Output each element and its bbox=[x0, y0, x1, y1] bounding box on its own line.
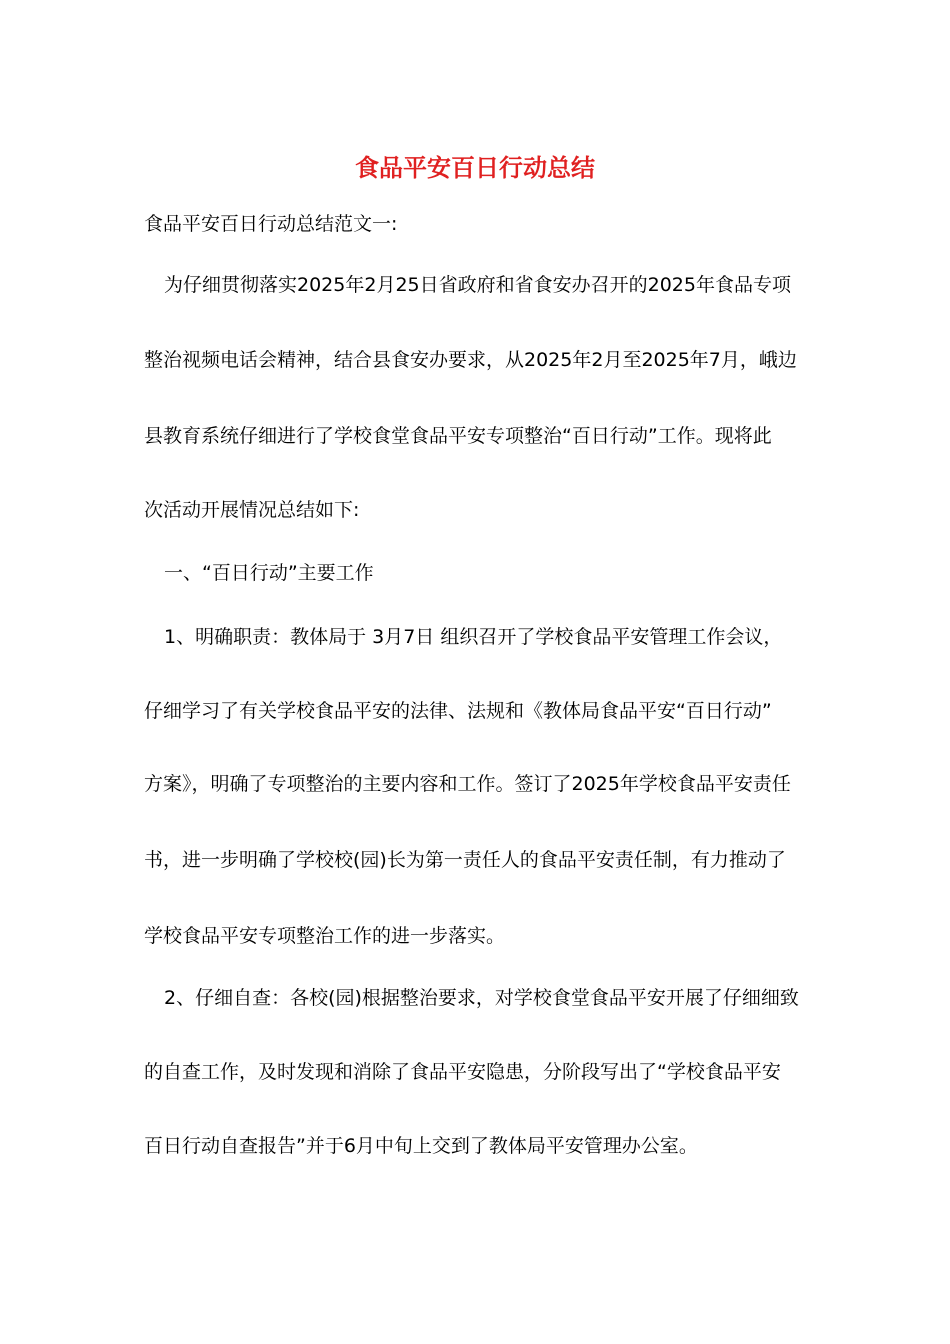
paragraph-line: 方案》，明确了专项整治的主要内容和工作。签订了2025年学校食品平安责任 bbox=[144, 773, 791, 795]
paragraph-line: 县教育系统仔细进行了学校食堂食品平安专项整治“百日行动”工作。现将此 bbox=[144, 425, 772, 447]
paragraph-line: 次活动开展情况总结如下: bbox=[144, 499, 360, 521]
paragraph-line: 书，进一步明确了学校校(园)长为第一责任人的食品平安责任制，有力推动了 bbox=[144, 849, 786, 871]
paragraph-line: 学校食品平安专项整治工作的进一步落实。 bbox=[144, 925, 506, 947]
paragraph-line: 仔细学习了有关学校食品平安的法律、法规和《教体局食品平安“百日行动” bbox=[144, 700, 772, 722]
section-heading: 一、“百日行动”主要工作 bbox=[164, 562, 374, 584]
document-title: 食品平安百日行动总结 bbox=[355, 153, 595, 182]
paragraph-line: 的自查工作，及时发现和消除了食品平安隐患，分阶段写出了“学校食品平安 bbox=[144, 1061, 781, 1083]
paragraph-line: 2、仔细自查：各校(园)根据整治要求，对学校食堂食品平安开展了仔细细致 bbox=[164, 987, 799, 1009]
paragraph-line: 食品平安百日行动总结范文一: bbox=[144, 213, 398, 235]
paragraph-line: 为仔细贯彻落实2025年2月25日省政府和省食安办召开的2025年食品专项 bbox=[164, 274, 791, 296]
paragraph-line: 百日行动自查报告”并于6月中旬上交到了教体局平安管理办公室。 bbox=[144, 1135, 698, 1157]
paragraph-line: 整治视频电话会精神，结合县食安办要求，从2025年2月至2025年7月，峨边 bbox=[144, 349, 797, 371]
paragraph-line: 1、明确职责：教体局于 3月7日 组织召开了学校食品平安管理工作会议， bbox=[164, 626, 783, 648]
